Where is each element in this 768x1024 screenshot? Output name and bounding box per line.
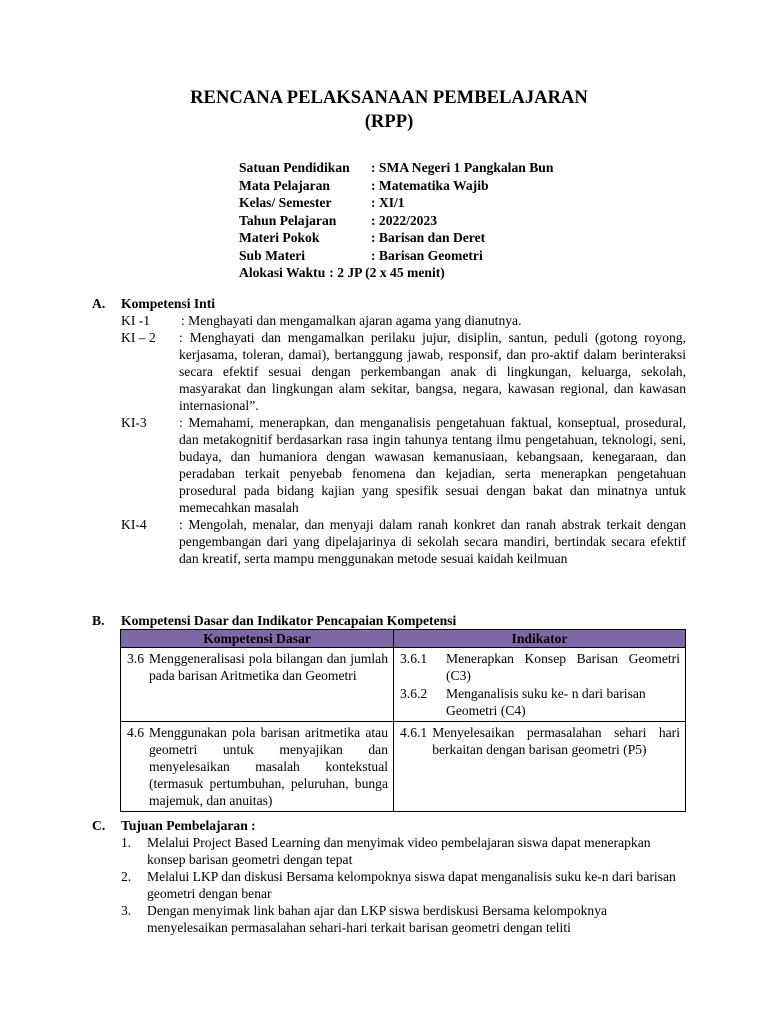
identity-row: Satuan Pendidikan : SMA Negeri 1 Pangkalan Bun <box>239 160 554 175</box>
kompetensi-inti-list <box>121 312 686 567</box>
identity-row: Sub Materi : Barisan Geometri <box>239 247 483 263</box>
identity-row: Mata Pelajaran : Matematika Wajib <box>239 177 489 193</box>
ki-item: KI-3 : Memahami, menerapkan, dan menganalisis pengetahuan faktual, konseptual, prosedural, dan metakognitif berdasarkan rasa ingin tahunya tentang ilmu pengetahuan, teknologi, seni, budaya, dan humaniora dengan wawasan kemanusiaan, kebangsaan, kenegaraan, dan peradaban terkait penyebab fenomena dan kejadian, serta menerapkan pengetahuan prosedural pada bidang kajian yang spesifik sesuai dengan bakat dan minatnya untuk memecahkan masalah <box>121 415 686 515</box>
indicator-cell: 3.6.1 Menerapkan Konsep Barisan Geometri (C3) 3.6.2 Menganalisis suku ke- n dari barisan Geometri (C4) <box>394 648 686 722</box>
indicator-cell: 4.6.1 Menyelesaikan permasalahan sehari hari berkaitan dengan barisan geometri (P5) <box>394 722 686 812</box>
table-header-kd: Kompetensi Dasar <box>121 630 394 648</box>
identity-row: Kelas/ Semester : XI/1 <box>239 195 405 210</box>
identity-block <box>239 159 553 282</box>
table-row <box>121 722 686 812</box>
identity-row: Tahun Pelajaran : 2022/2023 <box>239 212 438 228</box>
list-item: 2. Melalui LKP dan diskusi Bersama kelompoknya siswa dapat menganalisis suku ke-n dari barisan geometri dengan benar <box>121 869 676 901</box>
ki-item: KI – 2 : Menghayati dan mengamalkan perilaku jujur, disiplin, santun, peduli (gotong royong, kerjasama, toleran, damai), bertanggung jawab, responsif, dan pro-aktif dalam berinteraksi secara efektif sesuai dengan perkembangan anak di lingkungan, keluarga, sekolah, masyarakat dan lingkungan alam sekitar, bangsa, negara, kawasan regional, dan kawasan internasional”. <box>121 330 686 413</box>
kd-cell: 3.6 Menggeneralisasi pola bilangan dan jumlah pada barisan Aritmetika dan Geometri <box>121 648 394 722</box>
ki-item: KI-4 : Mengolah, menalar, dan menyaji dalam ranah konkret dan ranah abstrak terkait dengan pengembangan dari yang dipelajarinya di sekolah secara mandiri, bertindak secara efektif dan kreatif, serta mampu menggunakan metode sesuai kaidah keilmuan <box>121 517 686 566</box>
table-row <box>121 648 686 722</box>
section-b-heading: B. Kompetensi Dasar dan Indikator Pencapaian Kompetensi <box>92 613 457 628</box>
table-header-indikator: Indikator <box>394 630 686 648</box>
section-c-heading: C. Tujuan Pembelajaran : <box>92 818 256 833</box>
document-subtitle: (RPP) <box>364 111 414 132</box>
competency-table <box>120 629 686 812</box>
identity-row: Materi Pokok : Barisan dan Deret <box>239 230 486 245</box>
list-item: 1. Melalui Project Based Learning dan menyimak video pembelajaran siswa dapat menerapkan konsep barisan geometri dengan tepat <box>121 835 651 867</box>
identity-row: Alokasi Waktu : 2 JP (2 x 45 menit) <box>239 265 445 280</box>
list-item: 3. Dengan menyimak link bahan ajar dan LKP siswa berdiskusi Bersama kelompoknya menyelesaikan permasalahan sehari-hari terkait barisan geometri dengan teliti <box>121 903 608 935</box>
document-title: RENCANA PELAKSANAAN PEMBELAJARAN <box>190 87 588 108</box>
ki-item: KI -1 : Menghayati dan mengamalkan ajaran agama yang dianutnya. <box>121 313 522 328</box>
tujuan-list <box>121 834 686 936</box>
kd-cell: 4.6 Menggunakan pola barisan aritmetika atau geometri untuk menyajikan dan menyelesaikan masalah kontekstual (termasuk pertumbuhan, peluruhan, bunga majemuk, dan anuitas) <box>121 722 394 812</box>
section-a-heading: A. Kompetensi Inti <box>92 296 216 311</box>
